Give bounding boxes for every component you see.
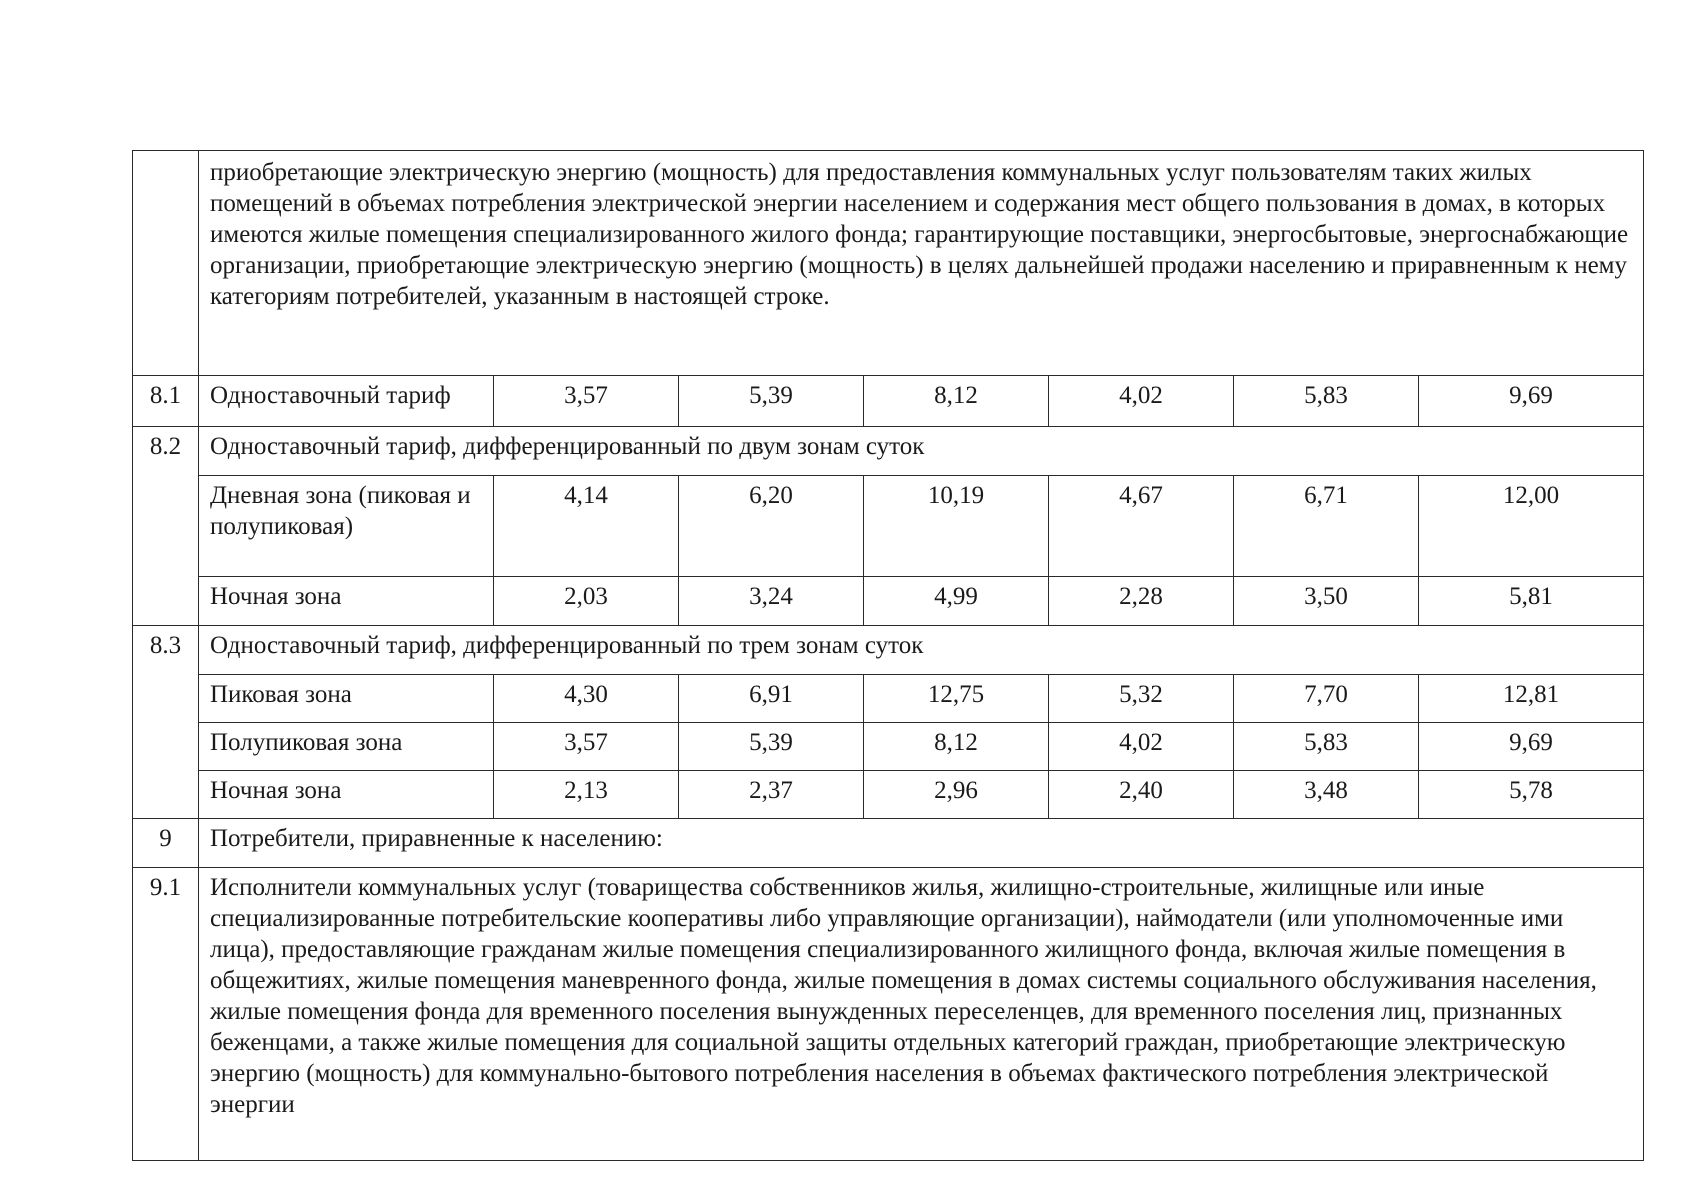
- value-cell: 9,69: [1419, 723, 1644, 771]
- table-row-intro: [133, 151, 1644, 376]
- value-cell: 5,39: [679, 723, 864, 771]
- value-cell: 2,13: [494, 771, 679, 819]
- value-cell: 3,50: [1234, 577, 1419, 626]
- value-cell: 12,00: [1419, 476, 1644, 577]
- row-number: 9.1: [133, 868, 199, 1161]
- table-row-8-3-peak: [133, 675, 1644, 723]
- table-row-9: [133, 819, 1644, 868]
- value-cell: 5,32: [1049, 675, 1234, 723]
- section-header: Одноставочный тариф, дифференцированный по двум зонам суток: [199, 427, 1644, 476]
- value-cell: 4,14: [494, 476, 679, 577]
- value-cell: 4,30: [494, 675, 679, 723]
- value-cell: 5,81: [1419, 577, 1644, 626]
- value-cell: 12,81: [1419, 675, 1644, 723]
- value-cell: 7,70: [1234, 675, 1419, 723]
- value-cell: 2,96: [864, 771, 1049, 819]
- row-number: 8.1: [133, 376, 199, 427]
- row-label: Одноставочный тариф: [199, 376, 494, 427]
- value-cell: 12,75: [864, 675, 1049, 723]
- value-cell: 4,02: [1049, 376, 1234, 427]
- value-cell: 5,78: [1419, 771, 1644, 819]
- section-header: Одноставочный тариф, дифференцированный по трем зонам суток: [199, 626, 1644, 675]
- value-cell: 3,24: [679, 577, 864, 626]
- value-cell: 6,91: [679, 675, 864, 723]
- row-description: Исполнители коммунальных услуг (товарищества собственников жилья, жилищно-строительные, жилищные или иные специализированные потребительские кооперативы либо управляющие организации), наймодатели (или уполномоченные ими лица), предоставляющие гражданам жилые помещения специализированного жилищного фонда, включая жилые помещения в общежитиях, жилые помещения маневренного фонда, жилые помещения в домах системы социального обслуживания населения, жилые помещения фонда для временного поселения вынужденных переселенцев, для временного поселения лиц, признанных беженцами, а также жилые помещения для социальной защиты отдельных категорий граждан, приобретающие электрическую энергию (мощность) для коммунально-бытового потребления населения в объемах фактического потребления электрической энергии: [199, 868, 1644, 1161]
- value-cell: 3,48: [1234, 771, 1419, 819]
- table-row-8-3-half-peak: [133, 723, 1644, 771]
- row-label: Полупиковая зона: [199, 723, 494, 771]
- row-number: 9: [133, 819, 199, 868]
- value-cell: 3,57: [494, 376, 679, 427]
- value-cell: 9,69: [1419, 376, 1644, 427]
- tariff-table: [132, 150, 1644, 1161]
- value-cell: 8,12: [864, 376, 1049, 427]
- value-cell: 2,03: [494, 577, 679, 626]
- row-label: Пиковая зона: [199, 675, 494, 723]
- value-cell: 4,99: [864, 577, 1049, 626]
- row-label: Дневная зона (пиковая и полупиковая): [199, 476, 494, 577]
- table-row-8-2-day: [133, 476, 1644, 577]
- table-row-8-3-night: [133, 771, 1644, 819]
- table-row-9-1: [133, 868, 1644, 1161]
- row-number-cell: [133, 151, 199, 376]
- value-cell: 6,20: [679, 476, 864, 577]
- table-row-8-2-header: [133, 427, 1644, 476]
- value-cell: 5,83: [1234, 723, 1419, 771]
- value-cell: 5,83: [1234, 376, 1419, 427]
- value-cell: 2,40: [1049, 771, 1234, 819]
- value-cell: 10,19: [864, 476, 1049, 577]
- value-cell: 4,67: [1049, 476, 1234, 577]
- value-cell: 2,37: [679, 771, 864, 819]
- value-cell: 4,02: [1049, 723, 1234, 771]
- value-cell: 8,12: [864, 723, 1049, 771]
- table-row-8-2-night: [133, 577, 1644, 626]
- value-cell: 6,71: [1234, 476, 1419, 577]
- table-row-8-1: [133, 376, 1644, 427]
- value-cell: 2,28: [1049, 577, 1234, 626]
- value-cell: 5,39: [679, 376, 864, 427]
- row-label: Ночная зона: [199, 577, 494, 626]
- row-label: Ночная зона: [199, 771, 494, 819]
- table-row-8-3-header: [133, 626, 1644, 675]
- row-number: 8.3: [133, 626, 199, 819]
- value-cell: 3,57: [494, 723, 679, 771]
- intro-text: приобретающие электрическую энергию (мощность) для предоставления коммунальных услуг пользователям таких жилых помещений в объемах потребления электрической энергии населением и содержания мест общего пользования в домах, в которых имеются жилые помещения специализированного жилого фонда; гарантирующие поставщики, энергосбытовые, энергоснабжающие организации, приобретающие электрическую энергию (мощность) в целях дальнейшей продажи населению и приравненным к нему категориям потребителей, указанным в настоящей строке.: [199, 151, 1644, 376]
- row-number: 8.2: [133, 427, 199, 626]
- section-header: Потребители, приравненные к населению:: [199, 819, 1644, 868]
